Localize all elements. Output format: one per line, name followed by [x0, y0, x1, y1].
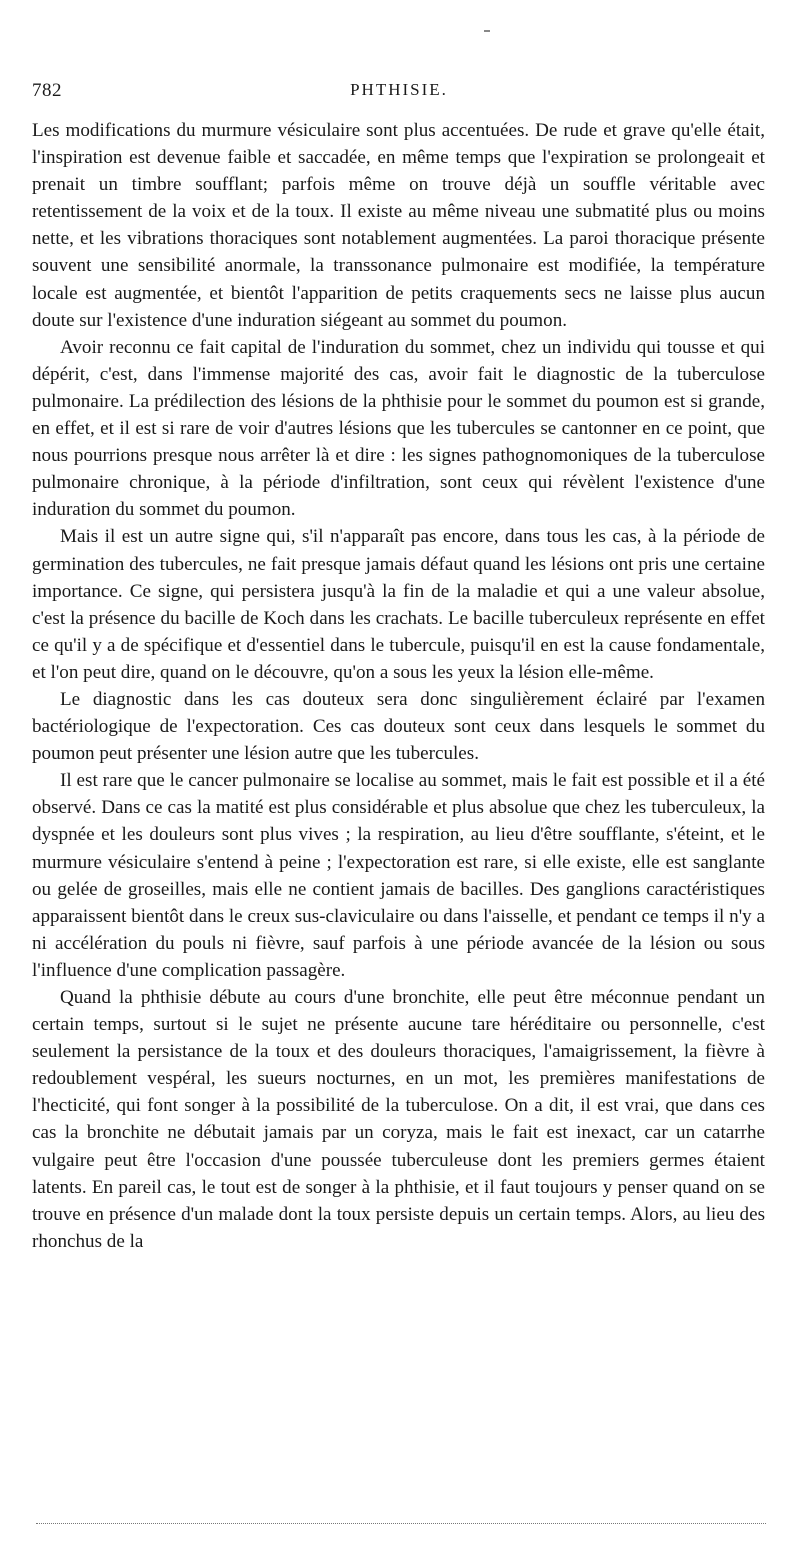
- page-number: 782: [32, 80, 62, 101]
- print-speck: [484, 30, 490, 32]
- paragraph: Les modifications du murmure vésiculaire sont plus accentuées. De rude et grave qu'elle était, l'inspiration est devenue faible et saccadée, en même temps que l'expiration se prolongeait et prenait un timbre soufflant; parfois même on trouve déjà un souffle véritable avec retentissement de la voix et de la toux. Il existe au même niveau une submatité plus ou moins nette, et les vibrations thoraciques sont notablement augmentées. La paroi thoracique présente souvent une sensibilité anormale, la transsonance pulmonaire est modifiée, la température locale est augmentée, et bientôt l'apparition de petits craquements secs ne laisse plus aucun doute sur l'existence d'une induration siégeant au sommet du poumon.: [32, 120, 765, 331]
- paragraph: Avoir reconnu ce fait capital de l'induration du sommet, chez un individu qui tousse et qui dépérit, c'est, dans l'immense majorité des cas, avoir fait le diagnostic de la tuberculose pulmonaire. La prédilection des lésions de la phthisie pour le sommet du poumon est si grande, en effet, et il est si rare de voir d'autres lésions que les tubercules se cantonner en ce point, que nous pourrions presque nous arrêter là et dire : les signes pathognomoniques de la tuberculose pulmonaire chronique, à la période d'infiltration, sont ceux qui révèlent l'existence d'une induration du sommet du poumon.: [32, 336, 765, 521]
- paragraph: Le diagnostic dans les cas douteux sera donc singulièrement éclairé par l'examen bactériologique de l'expectoration. Ces cas douteux sont ceux dans lesquels le sommet du poumon peut présenter une lésion autre que les tubercules.: [32, 688, 765, 765]
- paragraph: Mais il est un autre signe qui, s'il n'apparaît pas encore, dans tous les cas, à la période de germination des tubercules, ne fait presque jamais défaut quand les lésions ont pris une certaine importance. Ce signe, qui persistera jusqu'à la fin de la maladie et qui a une valeur absolue, c'est la présence du bacille de Koch dans les crachats. Le bacille tuberculeux représente en effet ce qu'il y a de spécifique et d'essentiel dans le tubercule, puisqu'il en est la cause fondamentale, et l'on peut dire, quand on le découvre, qu'on a sous les yeux la lésion elle-même.: [32, 526, 765, 683]
- paragraph: Quand la phthisie débute au cours d'une bronchite, elle peut être méconnue pendant un certain temps, surtout si le sujet ne présente aucune tare héréditaire ou personnelle, c'est seulement la persistance de la toux et des douleurs thoraciques, l'amaigrissement, la fièvre à redoublement vespéral, les sueurs nocturnes, en un mot, les premières manifestations de l'hecticité, qui font songer à la possibilité de la tuberculose. On a dit, il est vrai, que dans ces cas la bronchite ne débutait jamais par un coryza, mais le fait est inexact, car un catarrhe vulgaire peut être l'occasion d'une poussée tuberculeuse dont les premiers germes étaient latents. En pareil cas, le tout est de songer à la phthisie, et il faut toujours y penser quand on se trouve en présence d'un malade dont la toux persiste depuis un certain temps. Alors, au lieu des rhonchus de la: [32, 987, 765, 1252]
- footer-rule: [36, 1523, 766, 1524]
- running-title: PHTHISIE.: [350, 80, 448, 99]
- body-text: [32, 117, 765, 1255]
- page-header: [32, 80, 766, 106]
- paragraph: Il est rare que le cancer pulmonaire se localise au sommet, mais le fait est possible et il a été observé. Dans ce cas la matité est plus considérable et plus absolue que chez les tuberculeux, la dyspnée et les douleurs sont plus vives ; la respiration, au lieu d'être soufflante, s'éteint, et le murmure vésiculaire s'entend à peine ; l'expectoration est rare, si elle existe, elle est sanglante ou gelée de groseilles, mais elle ne contient jamais de bacilles. Des ganglions caractéristiques apparaissent bientôt dans le creux sus-claviculaire ou dans l'aisselle, et pendant ce temps il n'y a ni accélération du pouls ni fièvre, sauf parfois à une période avancée de la lésion ou sous l'influence d'une complication passagère.: [32, 770, 765, 981]
